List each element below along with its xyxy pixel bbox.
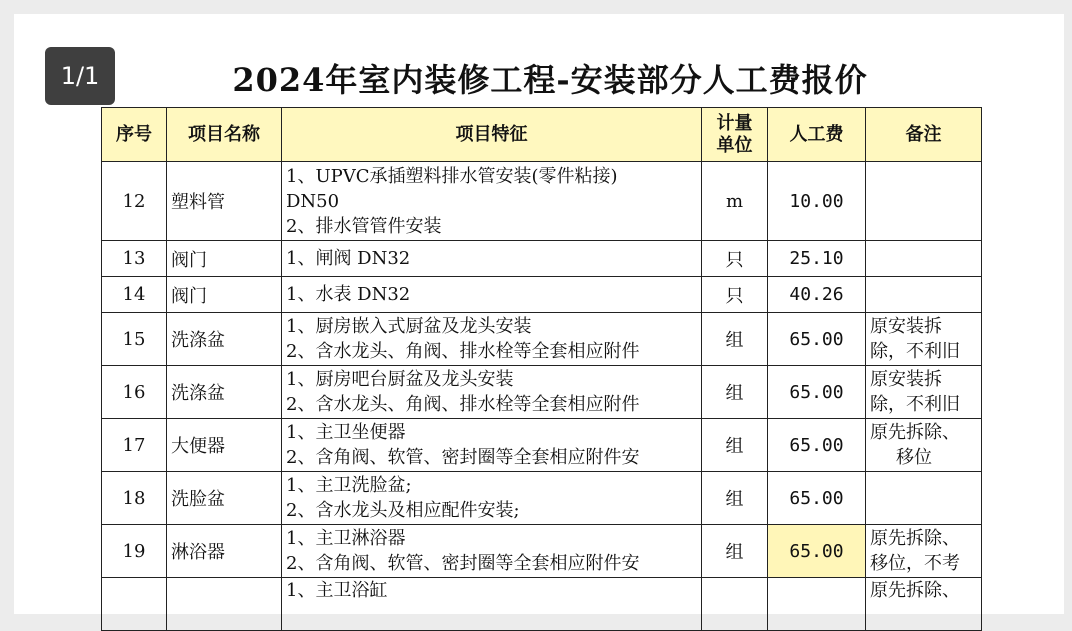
cell-cost: 10.00 xyxy=(768,162,866,241)
feature-line: 2、含角阀、软管、密封圈等全套相应附件安 xyxy=(286,447,640,468)
feature-line: 1、主卫洗脸盆; xyxy=(286,475,412,496)
cell-unit: m xyxy=(702,162,768,241)
table-row xyxy=(102,241,982,277)
cell-index: 14 xyxy=(102,277,167,313)
table-header-row xyxy=(102,108,982,162)
note-line: 原先拆除、 xyxy=(870,422,960,443)
cell-index: 17 xyxy=(102,419,167,472)
cell-unit: 只 xyxy=(702,277,768,313)
table-row xyxy=(102,578,982,631)
cell-note xyxy=(866,366,982,419)
note-line: 原先拆除、 xyxy=(870,528,960,549)
feature-line: 1、闸阀 DN32 xyxy=(286,248,411,269)
cell-index xyxy=(102,578,167,631)
note-line: 原先拆除、 xyxy=(870,580,960,601)
header-unit-label: 计量单位 xyxy=(716,112,753,156)
cell-unit: 组 xyxy=(702,366,768,419)
labor-cost-table xyxy=(101,107,982,631)
cell-cost-highlighted: 65.00 xyxy=(768,525,866,578)
cell-name: 洗涤盆 xyxy=(167,366,282,419)
cell-index: 12 xyxy=(102,162,167,241)
cell-feature xyxy=(282,277,702,313)
cell-cost: 65.00 xyxy=(768,366,866,419)
cell-note xyxy=(866,525,982,578)
table-row xyxy=(102,366,982,419)
header-cost: 人工费 xyxy=(768,108,866,162)
cell-unit: 组 xyxy=(702,419,768,472)
feature-line: 2、含水龙头、角阀、排水栓等全套相应附件 xyxy=(286,394,640,415)
cell-index: 18 xyxy=(102,472,167,525)
feature-line: 1、主卫淋浴器 xyxy=(286,528,406,549)
cell-unit: 只 xyxy=(702,241,768,277)
cell-cost: 65.00 xyxy=(768,419,866,472)
feature-line: 1、UPVC承插塑料排水管安装(零件粘接) xyxy=(286,165,618,187)
cell-note xyxy=(866,419,982,472)
cell-cost: 40.26 xyxy=(768,277,866,313)
note-line: 除，不利旧 xyxy=(870,341,960,362)
header-note: 备注 xyxy=(866,108,982,162)
feature-line: 1、主卫坐便器 xyxy=(286,422,406,443)
cell-name: 阀门 xyxy=(167,277,282,313)
table-row xyxy=(102,472,982,525)
cell-feature xyxy=(282,472,702,525)
note-line: 原安装拆 xyxy=(870,369,942,390)
header-index: 序号 xyxy=(102,108,167,162)
cell-feature xyxy=(282,241,702,277)
cell-note xyxy=(866,162,982,241)
header-name: 项目名称 xyxy=(167,108,282,162)
table-row xyxy=(102,419,982,472)
cell-feature xyxy=(282,525,702,578)
cell-index: 15 xyxy=(102,313,167,366)
cell-note xyxy=(866,578,982,631)
cell-name xyxy=(167,578,282,631)
table-row xyxy=(102,277,982,313)
feature-line: 1、水表 DN32 xyxy=(286,284,411,305)
note-line: 移位，不考 xyxy=(870,553,960,574)
cell-name: 洗涤盆 xyxy=(167,313,282,366)
header-feature: 项目特征 xyxy=(282,108,702,162)
cell-unit: 组 xyxy=(702,313,768,366)
feature-line: DN50 xyxy=(286,190,340,212)
cell-cost xyxy=(768,578,866,631)
feature-line: 2、含水龙头及相应配件安装; xyxy=(286,500,520,521)
cell-feature xyxy=(282,313,702,366)
cell-feature xyxy=(282,578,702,631)
cell-cost: 65.00 xyxy=(768,313,866,366)
feature-line: 2、含角阀、软管、密封圈等全套相应附件安 xyxy=(286,553,640,574)
feature-line: 1、厨房吧台厨盆及龙头安装 xyxy=(286,369,514,390)
table-row xyxy=(102,162,982,241)
cell-note xyxy=(866,241,982,277)
cell-index: 16 xyxy=(102,366,167,419)
note-line: 原安装拆 xyxy=(870,316,942,337)
table-row xyxy=(102,313,982,366)
cell-index: 13 xyxy=(102,241,167,277)
table-row xyxy=(102,525,982,578)
cell-name: 洗脸盆 xyxy=(167,472,282,525)
document-title: 2024年室内装修工程-安装部分人工费报价 xyxy=(232,61,868,99)
cell-name: 淋浴器 xyxy=(167,525,282,578)
note-line: 移位 xyxy=(896,447,932,468)
cell-unit xyxy=(702,578,768,631)
cell-unit: 组 xyxy=(702,525,768,578)
cell-feature xyxy=(282,162,702,241)
cell-note xyxy=(866,472,982,525)
cell-note xyxy=(866,277,982,313)
feature-line: 2、排水管管件安装 xyxy=(286,215,442,237)
feature-line: 2、含水龙头、角阀、排水栓等全套相应附件 xyxy=(286,341,640,362)
cell-name: 塑料管 xyxy=(167,162,282,241)
cell-cost: 25.10 xyxy=(768,241,866,277)
cell-cost: 65.00 xyxy=(768,472,866,525)
cell-feature xyxy=(282,366,702,419)
cell-name: 阀门 xyxy=(167,241,282,277)
note-line: 除，不利旧 xyxy=(870,394,960,415)
cell-note xyxy=(866,313,982,366)
cell-feature xyxy=(282,419,702,472)
page-indicator: 1/1 xyxy=(45,47,115,105)
cell-name: 大便器 xyxy=(167,419,282,472)
cell-index: 19 xyxy=(102,525,167,578)
feature-line: 1、厨房嵌入式厨盆及龙头安装 xyxy=(286,316,532,337)
cell-unit: 组 xyxy=(702,472,768,525)
feature-line: 1、主卫浴缸 xyxy=(286,580,388,601)
header-unit xyxy=(702,108,768,162)
